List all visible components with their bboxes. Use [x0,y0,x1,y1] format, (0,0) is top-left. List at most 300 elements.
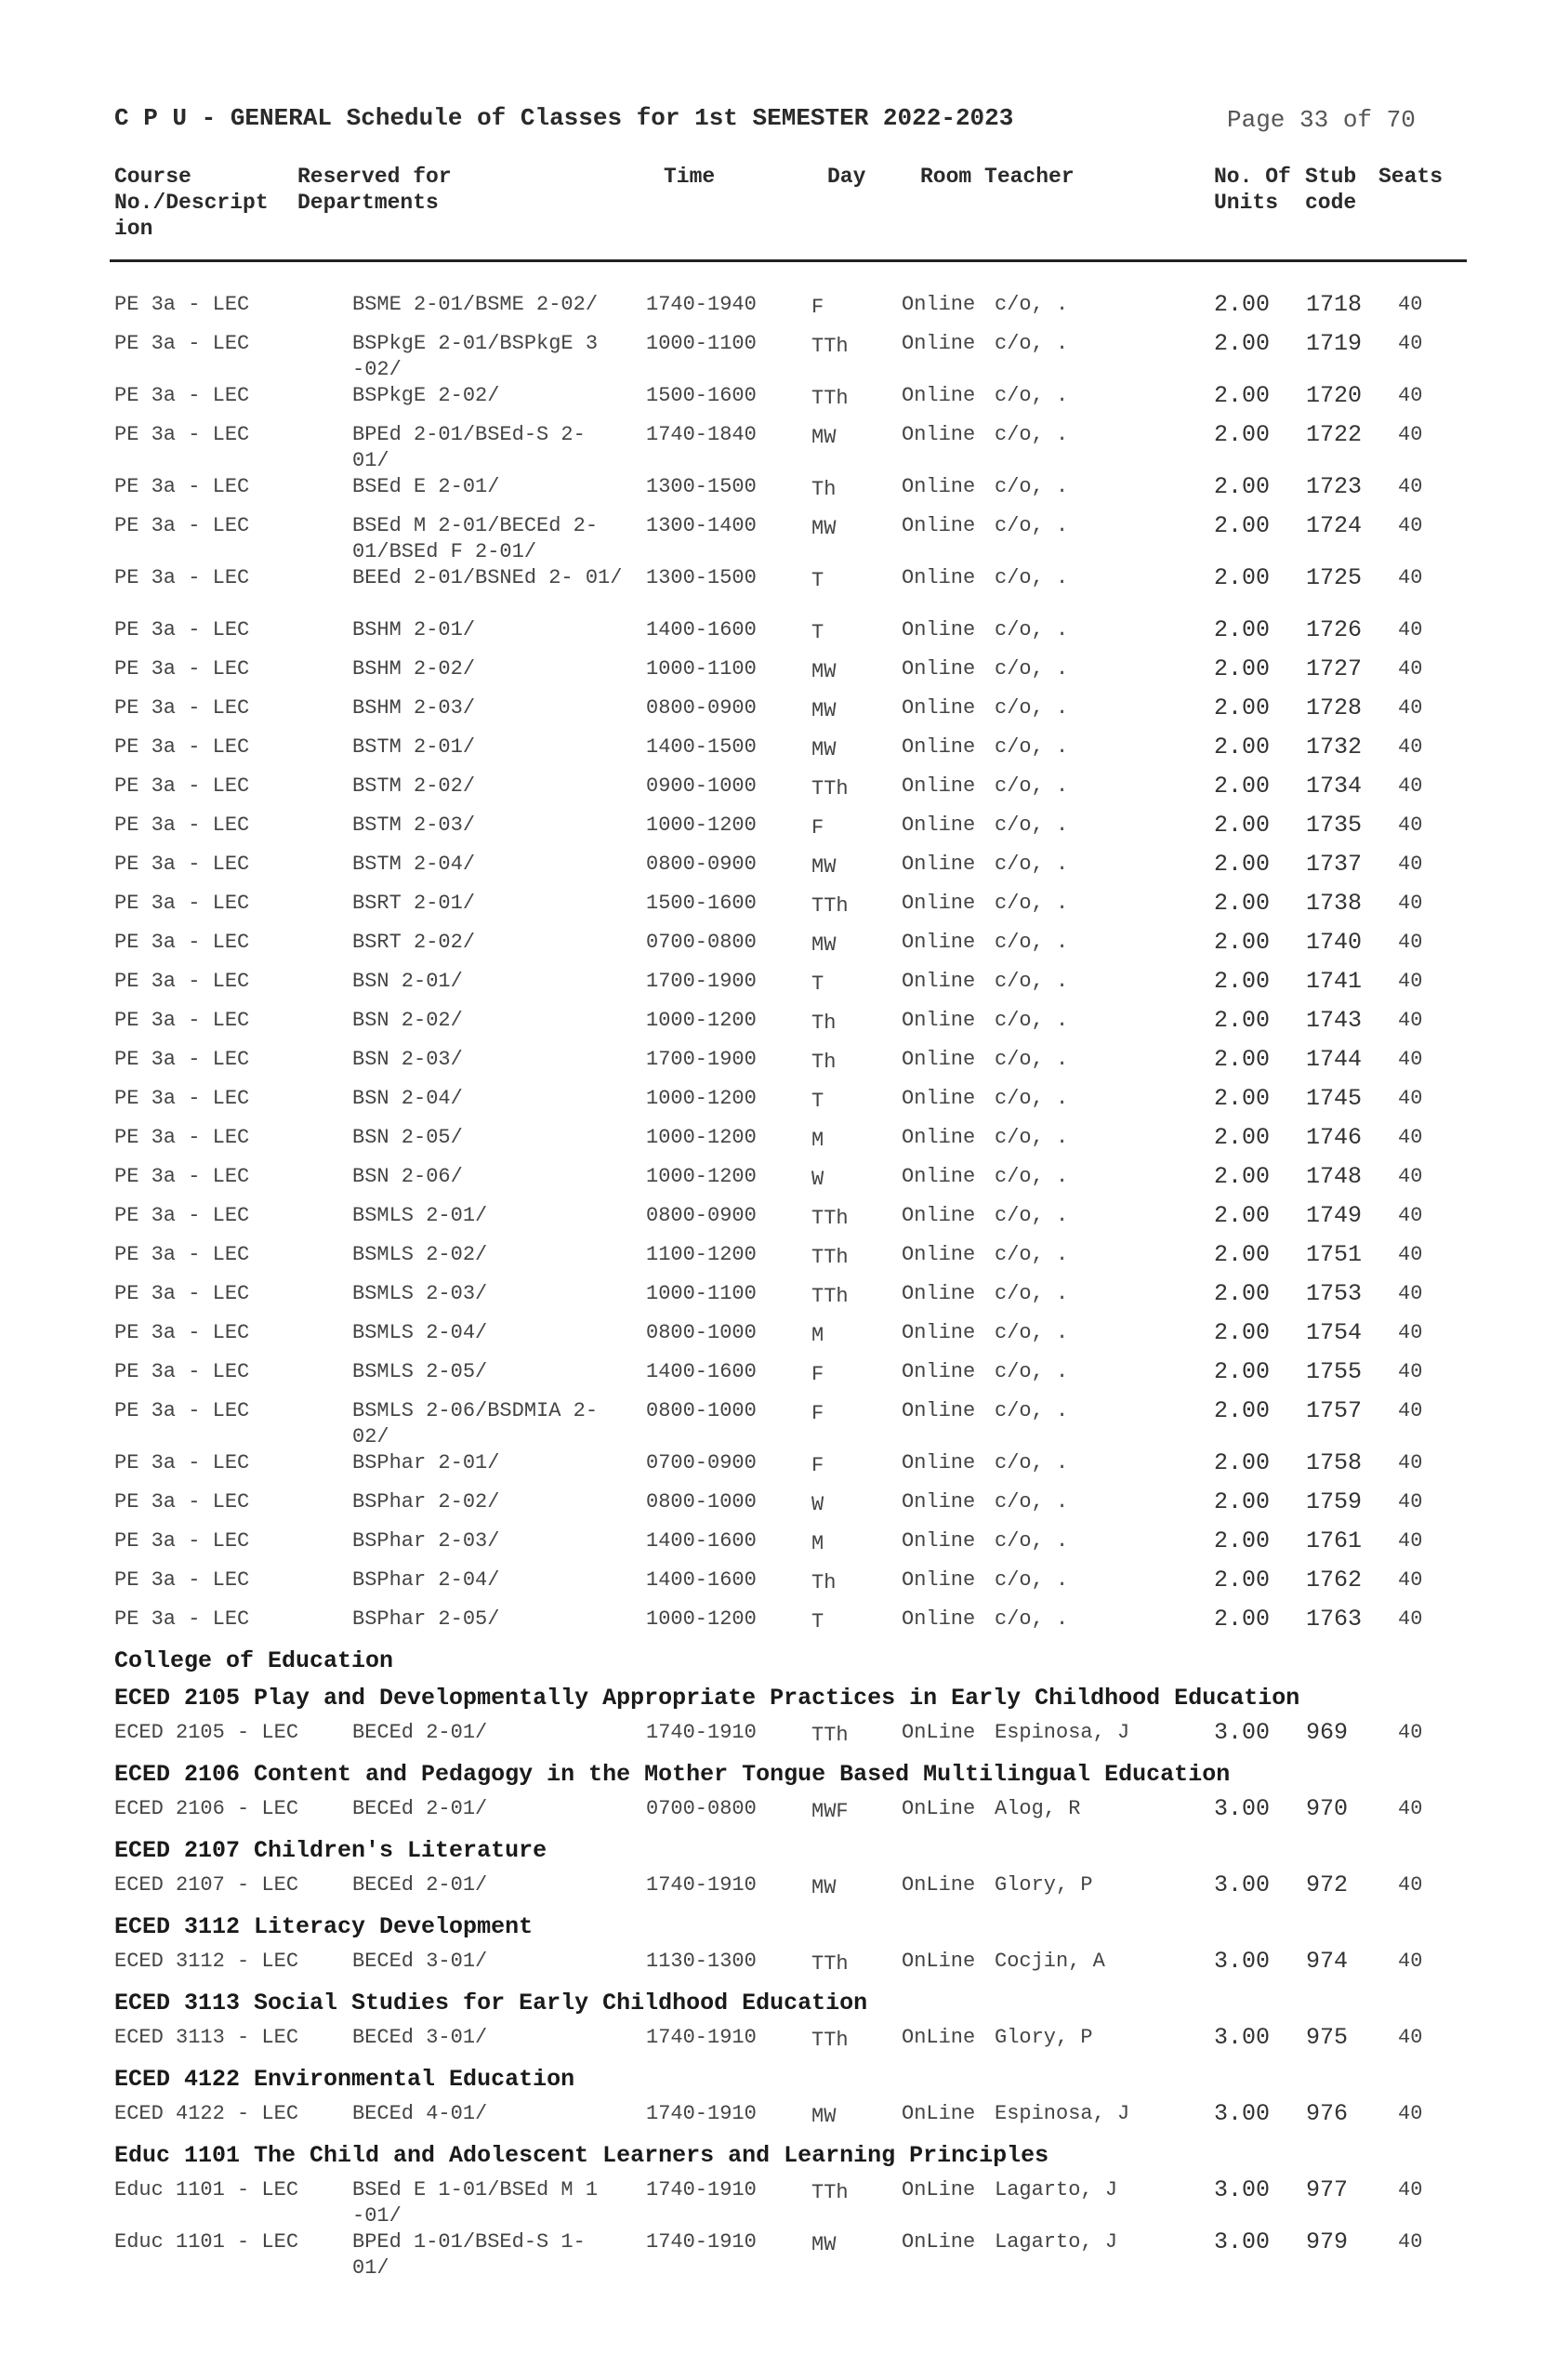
seats-cell: 40 [1398,2230,1423,2254]
department-cell: BSMLS 2-01/ [352,1204,488,1227]
stub-code-cell: 970 [1306,1795,1349,1822]
stub-code-cell: 1718 [1306,291,1363,318]
room-cell: Online [902,514,976,537]
seats-cell: 40 [1398,1048,1423,1071]
course-cell: PE 3a - LEC [114,1490,250,1514]
time-cell: 0700-0900 [646,1451,757,1474]
stub-code-cell: 1722 [1306,421,1363,448]
time-cell: 0800-1000 [646,1490,757,1514]
table-row [0,1796,1556,1835]
time-cell: 1400-1600 [646,1568,757,1592]
table-row [0,891,1556,930]
course-cell: PE 3a - LEC [114,566,250,589]
room-cell: Online [902,1321,976,1344]
table-row [0,734,1556,774]
table-row [0,1281,1556,1320]
day-cell: T [811,621,824,644]
stub-code-cell: 1745 [1306,1085,1363,1112]
seats-cell: 40 [1398,1126,1423,1149]
units-cell: 3.00 [1214,2228,1271,2255]
department-cell: BSEd M 2-01/BECEd 2- 01/BSEd F 2-01/ [352,514,599,563]
header-divider [110,259,1467,262]
room-cell: Online [902,332,976,355]
seats-cell: 40 [1398,1529,1423,1553]
room-cell: Online [902,1607,976,1631]
table-row [0,969,1556,1008]
seats-cell: 40 [1398,384,1423,407]
table-row [0,930,1556,969]
teacher-cell: Glory, P [995,1873,1093,1897]
table-row [0,1528,1556,1567]
units-cell: 2.00 [1214,473,1271,500]
course-cell: PE 3a - LEC [114,1451,250,1474]
day-cell: Th [811,1051,837,1074]
seats-cell: 40 [1398,1360,1423,1383]
course-cell: PE 3a - LEC [114,813,250,837]
seats-cell: 40 [1398,514,1423,537]
units-cell: 3.00 [1214,1719,1271,1746]
stub-code-cell: 1743 [1306,1007,1363,1034]
day-cell: MW [811,426,837,449]
course-cell: PE 3a - LEC [114,618,250,641]
course-cell: PE 3a - LEC [114,423,250,446]
table-row [0,695,1556,734]
department-cell: BSRT 2-02/ [352,931,476,954]
stub-code-cell: 1741 [1306,968,1363,995]
department-cell: BSPhar 2-03/ [352,1529,500,1553]
time-cell: 0800-0900 [646,853,757,876]
stub-code-cell: 1732 [1306,734,1363,760]
room-cell: Online [902,1490,976,1514]
section-heading [0,1646,1556,1683]
time-cell: 0800-1000 [646,1321,757,1344]
time-cell: 1100-1200 [646,1243,757,1266]
time-cell: 1740-1910 [646,1721,757,1744]
time-cell: 0900-1000 [646,774,757,798]
course-cell: ECED 2106 - LEC [114,1797,299,1820]
teacher-cell: c/o, . [995,1360,1069,1383]
teacher-cell: Alog, R [995,1797,1081,1820]
col-header-day: Day [827,165,866,189]
stub-code-cell: 1749 [1306,1202,1363,1229]
day-cell: F [811,296,824,319]
day-cell: T [811,1090,824,1113]
table-row [0,2229,1556,2281]
department-cell: BPEd 2-01/BSEd-S 2- 01/ [352,423,586,472]
seats-cell: 40 [1398,1950,1423,1973]
section-heading-text: ECED 2107 Children's Literature [114,1837,547,1864]
seats-cell: 40 [1398,970,1423,993]
stub-code-cell: 1754 [1306,1319,1363,1346]
table-row [0,474,1556,513]
department-cell: BSHM 2-02/ [352,657,476,681]
day-cell: MW [811,1876,837,1899]
time-cell: 1000-1200 [646,1009,757,1032]
time-cell: 1740-1910 [646,1873,757,1897]
units-cell: 2.00 [1214,564,1271,591]
seats-cell: 40 [1398,1797,1423,1820]
teacher-cell: c/o, . [995,696,1069,720]
units-cell: 2.00 [1214,1007,1271,1034]
course-cell: PE 3a - LEC [114,475,250,498]
stub-code-cell: 1753 [1306,1280,1363,1307]
stub-code-cell: 977 [1306,2176,1349,2203]
stub-code-cell: 979 [1306,2228,1349,2255]
seats-cell: 40 [1398,892,1423,915]
seats-cell: 40 [1398,853,1423,876]
day-cell: T [811,972,824,996]
stub-code-cell: 1740 [1306,929,1363,956]
table-row [0,292,1556,331]
department-cell: BSMLS 2-03/ [352,1282,488,1305]
units-cell: 2.00 [1214,1567,1271,1593]
section-heading-text: ECED 2105 Play and Developmentally Appropriate Practices in Early Childhood Education [114,1685,1300,1712]
stub-code-cell: 1735 [1306,812,1363,839]
room-cell: OnLine [902,2026,976,2049]
department-cell: BSN 2-04/ [352,1087,463,1110]
time-cell: 1700-1900 [646,970,757,993]
day-cell: MW [811,517,837,540]
stub-code-cell: 974 [1306,1948,1349,1975]
day-cell: MW [811,855,837,879]
department-cell: BSHM 2-01/ [352,618,476,641]
teacher-cell: c/o, . [995,1451,1069,1474]
teacher-cell: c/o, . [995,384,1069,407]
table-row [0,813,1556,852]
table-row [0,2025,1556,2064]
table-row [0,1606,1556,1646]
section-heading [0,2140,1556,2177]
seats-cell: 40 [1398,813,1423,837]
stub-code-cell: 1737 [1306,851,1363,878]
department-cell: BSPhar 2-02/ [352,1490,500,1514]
units-cell: 3.00 [1214,1795,1271,1822]
stub-code-cell: 1728 [1306,694,1363,721]
seats-cell: 40 [1398,774,1423,798]
seats-cell: 40 [1398,1451,1423,1474]
teacher-cell: c/o, . [995,566,1069,589]
teacher-cell: c/o, . [995,332,1069,355]
stub-code-cell: 1727 [1306,655,1363,682]
stub-code-cell: 972 [1306,1871,1349,1898]
room-cell: OnLine [902,1873,976,1897]
department-cell: BECEd 2-01/ [352,1873,488,1897]
table-row [0,1450,1556,1489]
room-cell: Online [902,657,976,681]
seats-cell: 40 [1398,2178,1423,2202]
table-row [0,1720,1556,1759]
teacher-cell: c/o, . [995,1321,1069,1344]
table-row [0,565,1556,617]
time-cell: 1400-1600 [646,1360,757,1383]
day-cell: M [811,1129,824,1152]
course-cell: PE 3a - LEC [114,1165,250,1188]
room-cell: Online [902,566,976,589]
day-cell: M [811,1324,824,1347]
section-heading [0,1683,1556,1720]
units-cell: 3.00 [1214,1948,1271,1975]
teacher-cell: c/o, . [995,1243,1069,1266]
course-cell: PE 3a - LEC [114,735,250,759]
teacher-cell: c/o, . [995,1607,1069,1631]
course-cell: PE 3a - LEC [114,514,250,537]
units-cell: 3.00 [1214,2176,1271,2203]
seats-cell: 40 [1398,657,1423,681]
day-cell: T [811,569,824,592]
department-cell: BEEd 2-01/BSNEd 2- 01/ [352,566,623,589]
section-heading [0,1988,1556,2025]
time-cell: 1740-1910 [646,2026,757,2049]
day-cell: TTh [811,1285,849,1308]
teacher-cell: c/o, . [995,774,1069,798]
stub-code-cell: 1755 [1306,1358,1363,1385]
table-row [0,1164,1556,1203]
units-cell: 2.00 [1214,694,1271,721]
department-cell: BECEd 2-01/ [352,1721,488,1744]
teacher-cell: c/o, . [995,813,1069,837]
teacher-cell: c/o, . [995,853,1069,876]
department-cell: BSPhar 2-04/ [352,1568,500,1592]
day-cell: MWF [811,1800,849,1823]
stub-code-cell: 1757 [1306,1397,1363,1424]
table-row [0,1489,1556,1528]
room-cell: OnLine [902,1721,976,1744]
units-cell: 2.00 [1214,512,1271,539]
department-cell: BSTM 2-02/ [352,774,476,798]
department-cell: BSN 2-01/ [352,970,463,993]
table-row [0,1203,1556,1242]
col-header-time: Time [664,165,716,189]
room-cell: OnLine [902,2102,976,2125]
seats-cell: 40 [1398,293,1423,316]
stub-code-cell: 1751 [1306,1241,1363,1268]
course-cell: PE 3a - LEC [114,1568,250,1592]
section-heading [0,2064,1556,2101]
course-cell: PE 3a - LEC [114,970,250,993]
room-cell: Online [902,1451,976,1474]
table-row [0,422,1556,474]
department-cell: BSPkgE 2-02/ [352,384,500,407]
stub-code-cell: 975 [1306,2024,1349,2051]
time-cell: 1500-1600 [646,384,757,407]
seats-cell: 40 [1398,1087,1423,1110]
table-row [0,1008,1556,1047]
day-cell: TTh [811,1952,849,1976]
course-cell: PE 3a - LEC [114,931,250,954]
day-cell: TTh [811,1246,849,1269]
seats-cell: 40 [1398,1399,1423,1422]
room-cell: Online [902,1529,976,1553]
course-cell: PE 3a - LEC [114,892,250,915]
course-cell: PE 3a - LEC [114,1048,250,1071]
time-cell: 1000-1100 [646,657,757,681]
units-cell: 2.00 [1214,1163,1271,1190]
seats-cell: 40 [1398,1873,1423,1897]
section-heading-text: ECED 3113 Social Studies for Early Childhood Education [114,1990,868,2016]
course-cell: PE 3a - LEC [114,332,250,355]
seats-cell: 40 [1398,2026,1423,2049]
course-cell: PE 3a - LEC [114,384,250,407]
teacher-cell: c/o, . [995,1009,1069,1032]
table-row [0,513,1556,565]
room-cell: Online [902,618,976,641]
department-cell: BSPhar 2-01/ [352,1451,500,1474]
stub-code-cell: 1725 [1306,564,1363,591]
stub-code-cell: 1759 [1306,1488,1363,1515]
day-cell: Th [811,478,837,501]
teacher-cell: c/o, . [995,657,1069,681]
course-cell: PE 3a - LEC [114,774,250,798]
department-cell: BECEd 2-01/ [352,1797,488,1820]
table-row [0,1242,1556,1281]
course-cell: PE 3a - LEC [114,1321,250,1344]
time-cell: 0800-0900 [646,696,757,720]
room-cell: Online [902,853,976,876]
room-cell: Online [902,931,976,954]
time-cell: 0800-0900 [646,1204,757,1227]
table-row [0,331,1556,383]
time-cell: 1000-1100 [646,332,757,355]
day-cell: TTh [811,1207,849,1230]
units-cell: 2.00 [1214,382,1271,409]
room-cell: Online [902,813,976,837]
teacher-cell: c/o, . [995,1529,1069,1553]
seats-cell: 40 [1398,1165,1423,1188]
time-cell: 1740-1910 [646,2178,757,2202]
units-cell: 2.00 [1214,655,1271,682]
units-cell: 2.00 [1214,968,1271,995]
teacher-cell: c/o, . [995,970,1069,993]
department-cell: BSRT 2-01/ [352,892,476,915]
stub-code-cell: 1763 [1306,1606,1363,1633]
room-cell: Online [902,1568,976,1592]
teacher-cell: Lagarto, J [995,2230,1118,2254]
time-cell: 1740-1940 [646,293,757,316]
course-cell: Educ 1101 - LEC [114,2178,299,2202]
department-cell: BSMLS 2-06/BSDMIA 2- 02/ [352,1399,599,1448]
units-cell: 2.00 [1214,929,1271,956]
course-cell: PE 3a - LEC [114,1399,250,1422]
seats-cell: 40 [1398,1282,1423,1305]
units-cell: 2.00 [1214,1085,1271,1112]
teacher-cell: c/o, . [995,475,1069,498]
day-cell: TTh [811,387,849,410]
teacher-cell: c/o, . [995,1204,1069,1227]
time-cell: 1400-1600 [646,1529,757,1553]
seats-cell: 40 [1398,332,1423,355]
table-row [0,1567,1556,1606]
course-cell: PE 3a - LEC [114,1126,250,1149]
section-heading [0,1835,1556,1872]
units-cell: 2.00 [1214,851,1271,878]
room-cell: OnLine [902,1950,976,1973]
room-cell: Online [902,1243,976,1266]
day-cell: MW [811,699,837,722]
course-cell: ECED 3112 - LEC [114,1950,299,1973]
teacher-cell: Glory, P [995,2026,1093,2049]
time-cell: 1000-1200 [646,1607,757,1631]
room-cell: Online [902,1087,976,1110]
time-cell: 1000-1200 [646,1165,757,1188]
seats-cell: 40 [1398,1490,1423,1514]
day-cell: TTh [811,2029,849,2052]
day-cell: MW [811,933,837,957]
course-cell: PE 3a - LEC [114,1204,250,1227]
day-cell: Th [811,1012,837,1035]
units-cell: 2.00 [1214,421,1271,448]
time-cell: 0700-0800 [646,931,757,954]
course-cell: PE 3a - LEC [114,696,250,720]
department-cell: BPEd 1-01/BSEd-S 1- 01/ [352,2230,586,2280]
units-cell: 2.00 [1214,734,1271,760]
department-cell: BSN 2-03/ [352,1048,463,1071]
time-cell: 1740-1840 [646,423,757,446]
teacher-cell: c/o, . [995,1282,1069,1305]
seats-cell: 40 [1398,566,1423,589]
stub-code-cell: 1720 [1306,382,1363,409]
room-cell: Online [902,774,976,798]
units-cell: 2.00 [1214,1280,1271,1307]
department-cell: BSN 2-06/ [352,1165,463,1188]
units-cell: 2.00 [1214,291,1271,318]
table-row [0,852,1556,891]
stub-code-cell: 1762 [1306,1567,1363,1593]
col-header-reserved: Reserved for Departments [297,165,452,215]
department-cell: BSTM 2-03/ [352,813,476,837]
col-header-stub: Stub code [1305,165,1357,215]
section-heading [0,1759,1556,1796]
teacher-cell: Espinosa, J [995,2102,1130,2125]
course-cell: PE 3a - LEC [114,1009,250,1032]
teacher-cell: Espinosa, J [995,1721,1130,1744]
room-cell: OnLine [902,2178,976,2202]
schedule-table [0,292,1556,2281]
stub-code-cell: 1719 [1306,330,1363,357]
course-cell: PE 3a - LEC [114,1529,250,1553]
seats-cell: 40 [1398,1009,1423,1032]
units-cell: 2.00 [1214,1046,1271,1073]
teacher-cell: c/o, . [995,1126,1069,1149]
seats-cell: 40 [1398,1204,1423,1227]
table-row [0,1047,1556,1086]
time-cell: 1130-1300 [646,1950,757,1973]
seats-cell: 40 [1398,618,1423,641]
teacher-cell: c/o, . [995,1399,1069,1422]
department-cell: BSHM 2-03/ [352,696,476,720]
teacher-cell: c/o, . [995,931,1069,954]
section-heading-text: ECED 2106 Content and Pedagogy in the Mother Tongue Based Multilingual Education [114,1761,1231,1788]
stub-code-cell: 1746 [1306,1124,1363,1151]
teacher-cell: c/o, . [995,423,1069,446]
room-cell: Online [902,970,976,993]
room-cell: OnLine [902,2230,976,2254]
stub-code-cell: 969 [1306,1719,1349,1746]
teacher-cell: c/o, . [995,1087,1069,1110]
course-cell: ECED 3113 - LEC [114,2026,299,2049]
stub-code-cell: 976 [1306,2100,1349,2127]
stub-code-cell: 1758 [1306,1449,1363,1476]
stub-code-cell: 1748 [1306,1163,1363,1190]
department-cell: BECEd 4-01/ [352,2102,488,2125]
seats-cell: 40 [1398,1321,1423,1344]
time-cell: 1400-1600 [646,618,757,641]
room-cell: Online [902,1282,976,1305]
units-cell: 3.00 [1214,2024,1271,2051]
seats-cell: 40 [1398,475,1423,498]
units-cell: 2.00 [1214,1358,1271,1385]
room-cell: Online [902,1204,976,1227]
col-header-units: No. Of Units [1214,165,1291,215]
